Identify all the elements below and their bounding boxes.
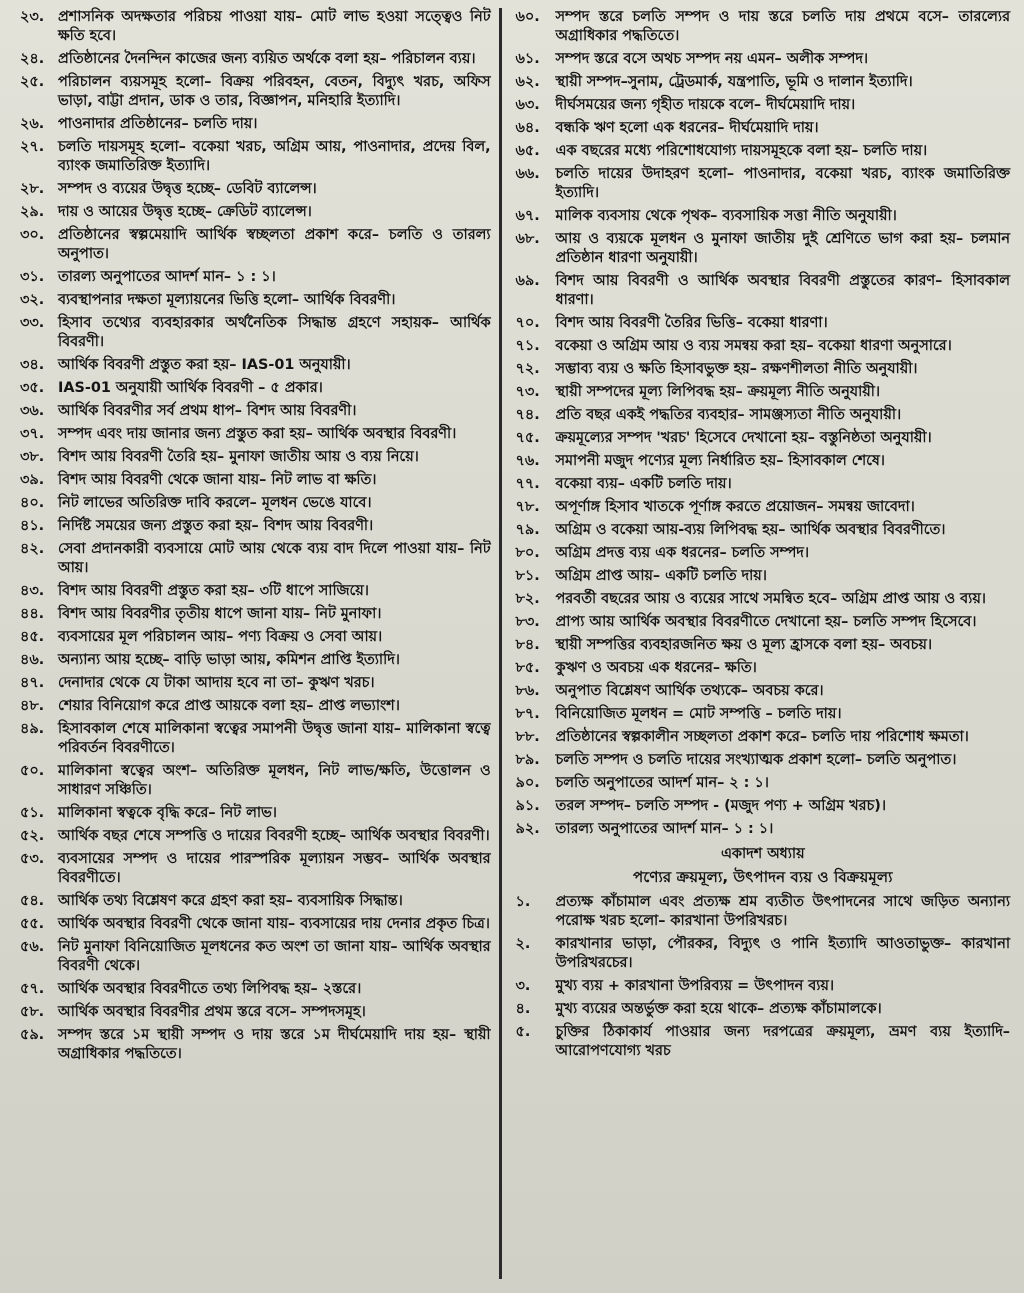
item-number: ৮০.: [515, 545, 540, 561]
item-text: হিসাব তথ্যের ব্যবহারকার অর্থনৈতিক সিদ্ধান্ত গ্রহণে সহায়ক– আর্থিক বিবরণী।: [58, 315, 491, 350]
item-number: ৭৯.: [515, 522, 540, 538]
item-text: অন্যান্য আয় হচ্ছে– বাড়ি ভাড়া আয়, কমিশন প্রাপ্তি ইত্যাদি।: [58, 652, 400, 668]
item-text: সম্পদ ও ব্যয়ের উদ্বৃত্ত হচ্ছে– ডেবিট ব্যালেন্স।: [58, 181, 317, 197]
list-item: [516, 360, 1010, 379]
list-item: [20, 448, 491, 467]
item-text: আর্থিক অবস্থার বিবরণী থেকে জানা যায়– ব্যবসায়ের দায় দেনার প্রকৃত চিত্র।: [58, 916, 490, 932]
list-item: [20, 8, 491, 46]
list-item: [20, 651, 491, 670]
item-number: ৬৩.: [515, 97, 540, 113]
item-text: দেনাদার থেকে যে টাকা আদায় হবে না তা– কুঋণ খরচ।: [58, 675, 375, 691]
item-number: ৩১.: [20, 269, 45, 285]
list-item: [516, 820, 1010, 839]
list-item: [20, 582, 491, 601]
item-text: প্রশাসনিক অদক্ষতার পরিচয় পাওয়া যায়– মোট লাভ হওয়া সত্ত্বেও নিট ক্ষতি হবে।: [58, 9, 491, 44]
item-number: ২৭.: [20, 139, 45, 155]
item-number: ৪১.: [20, 518, 45, 534]
item-text: বিশদ আয় বিবরণী তৈরির ভিত্তি– বকেয়া ধারণা।: [555, 315, 828, 331]
item-number: ৯২.: [515, 821, 540, 837]
list-item: [20, 494, 491, 513]
item-text: অগ্রিম ও বকেয়া আয়-ব্যয় লিপিবদ্ধ হয়– আর্থিক অবস্থার বিবরণীতে।: [555, 522, 946, 538]
item-number: ৪২.: [20, 541, 45, 557]
list-item: [516, 774, 1010, 793]
item-text: আর্থিক বিবরণী প্রস্তুত করা হয়– IAS-01 অনুযায়ী।: [58, 357, 351, 373]
item-text: নিট মুনাফা বিনিয়োজিত মূলধনের কত অংশ তা জানা যায়– আর্থিক অবস্থার বিবরণী থেকে।: [58, 939, 491, 974]
item-text: নিট লাভের অতিরিক্ত দাবি করলে– মূলধন ভেঙে যাবে।: [58, 495, 372, 511]
item-number: ৪৪.: [20, 606, 45, 622]
item-text: প্রতিষ্ঠানের স্বল্পকালীন সচ্ছলতা প্রকাশ করে– চলতি দায় পরিশোধ ক্ষমতা।: [555, 729, 969, 745]
item-text: কারখানার ভাড়া, পৌরকর, বিদ্যুৎ ও পানি ইত্যাদি আওতাভুক্ত– কারখানা উপরিখরচের।: [555, 936, 1010, 971]
list-item: [20, 268, 491, 287]
item-text: পরবর্তী বছরের আয় ও ব্যয়ের সাথে সমন্বিত হবে– অগ্রিম প্রাপ্ত আয় ও ব্যয়।: [555, 591, 986, 607]
item-text: আর্থিক বিবরণীর সর্ব প্রথম ধাপ– বিশদ আয় বিবরণী।: [58, 403, 357, 419]
item-text: তারল্য অনুপাতের আদর্শ মান– ১ : ১।: [555, 821, 774, 837]
list-item: [516, 337, 1010, 356]
item-text: সম্পদ স্তরে ১ম স্থায়ী সম্পদ ও দায় স্তরে ১ম দীর্ঘমেয়াদি দায় হয়– স্থায়ী অগ্রাধিকার পদ্ধতিতে।: [58, 1027, 491, 1062]
item-text: প্রতি বছর একই পদ্ধতির ব্যবহার– সামঞ্জস্যতা নীতি অনুযায়ী।: [555, 407, 902, 423]
item-number: ৭৮.: [515, 499, 540, 515]
item-number: ৮২.: [515, 591, 540, 607]
list-item: [516, 935, 1010, 973]
item-number: ৫২.: [20, 828, 45, 844]
item-number: ১.: [515, 894, 531, 910]
list-item: [20, 356, 491, 375]
item-text: চলতি অনুপাতের আদর্শ মান– ২ : ১।: [555, 775, 769, 791]
item-number: ৭২.: [515, 361, 540, 377]
item-text: সম্পদ এবং দায় জানার জন্য প্রস্তুত করা হয়– আর্থিক অবস্থার বিবরণী।: [58, 426, 457, 442]
item-text: ক্রয়মূল্যের সম্পদ 'খরচ' হিসেবে দেখানো হয়– বস্তুনিষ্ঠতা অনুযায়ী।: [555, 430, 932, 446]
list-item: [20, 892, 491, 911]
list-item: [516, 613, 1010, 632]
item-number: ৫৫.: [20, 916, 45, 932]
item-number: ৩৫.: [20, 380, 45, 396]
list-item: [20, 720, 491, 758]
item-text: বকেয়া ও অগ্রিম আয় ও ব্যয় সমন্বয় করা হয়– বকেয়া ধারণা অনুসারে।: [555, 338, 952, 354]
list-item: [516, 544, 1010, 563]
item-text: ব্যবসায়ের মূল পরিচালন আয়– পণ্য বিক্রয় ও সেবা আয়।: [58, 629, 383, 645]
list-item: [516, 636, 1010, 655]
item-text: নির্দিষ্ট সময়ের জন্য প্রস্তুত করা হয়– বিশদ আয় বিবরণী।: [58, 518, 374, 534]
list-item: [516, 452, 1010, 471]
list-item: [20, 115, 491, 134]
item-number: ২৯.: [20, 204, 45, 220]
chapter-subtitle: পণ্যের ক্রয়মূল্য, উৎপাদন ব্যয় ও বিক্রয়মূল্য: [632, 868, 893, 886]
list-item: [20, 697, 491, 716]
list-item: [516, 751, 1010, 770]
list-item: [20, 762, 491, 800]
list-item: [20, 540, 491, 578]
list-item: [516, 567, 1010, 586]
list-item: [516, 705, 1010, 724]
list-item: [20, 138, 491, 176]
item-number: ৩৮.: [20, 449, 45, 465]
item-text: অনুপাত বিশ্লেষণ আর্থিক তথ্যকে– অবচয় করে।: [555, 683, 824, 699]
item-number: ৩২.: [20, 292, 45, 308]
item-text: মালিক ব্যবসায় থেকে পৃথক– ব্যবসায়িক সত্তা নীতি অনুযায়ী।: [555, 208, 897, 224]
item-number: ৬৫.: [515, 143, 540, 159]
list-item: [20, 180, 491, 199]
item-number: ৫০.: [20, 763, 45, 779]
item-number: ৭৭.: [515, 476, 540, 492]
list-item: [516, 521, 1010, 540]
item-number: ৮৪.: [515, 637, 540, 653]
item-text: প্রাপ্য আয় আর্থিক অবস্থার বিবরণীতে দেখানো হয়– চলতি সম্পদ হিসেবে।: [555, 614, 977, 630]
list-item: [20, 827, 491, 846]
chapter-title: একাদশ অধ্যায়: [720, 846, 805, 862]
item-text: সমাপনী মজুদ পণ্যের মূল্য নির্ধারিত হয়– হিসাবকাল শেষে।: [555, 453, 885, 469]
item-text: এক বছরের মধ্যে পরিশোধযোগ্য দায়সমূহকে বলা হয়– চলতি দায়।: [555, 143, 928, 159]
item-text: বিনিয়োজিত মূলধন = মোট সম্পত্তি – চলতি দায়।: [555, 706, 842, 722]
list-item: [516, 977, 1010, 996]
item-number: ৫৯.: [20, 1027, 45, 1043]
item-text: সম্পদ স্তরে বসে অথচ সম্পদ নয় এমন– অলীক সম্পদ।: [555, 51, 869, 67]
item-number: ৬২.: [515, 74, 540, 90]
item-number: ২৮.: [20, 181, 45, 197]
item-text: শেয়ার বিনিয়োগ করে প্রাপ্ত আয়কে বলা হয়– প্রাপ্ত লভ্যাংশ।: [58, 698, 400, 714]
list-item: [20, 628, 491, 647]
list-item: [516, 728, 1010, 747]
item-text: প্রতিষ্ঠানের দৈনন্দিন কাজের জন্য ব্যয়িত অর্থকে বলা হয়– পরিচালন ব্যয়।: [58, 51, 476, 67]
item-number: ৩৬.: [20, 403, 45, 419]
item-text: বিশদ আয় বিবরণী ও আর্থিক অবস্থার বিবরণী প্রস্তুতের কারণ– হিসাবকাল ধারণা।: [555, 273, 1010, 308]
item-number: ৫৩.: [20, 851, 45, 867]
list-item: [516, 406, 1010, 425]
item-number: ৮১.: [515, 568, 540, 584]
list-item: [516, 429, 1010, 448]
item-text: আয় ও ব্যয়কে মূলধন ও মুনাফা জাতীয় দুই শ্রেণিতে ভাগ করা হয়– চলমান প্রতিষ্ঠান ধারণা অনুযায়ী।: [555, 231, 1010, 266]
item-text: ব্যবসায়ের সম্পদ ও দায়ের পারস্পরিক মূল্যায়ন সম্ভব– আর্থিক অবস্থার বিবরণীতে।: [58, 851, 491, 886]
item-text: বিশদ আয় বিবরণী তৈরি হয়– মুনাফা জাতীয় আয় ও ব্যয় নিয়ে।: [58, 449, 419, 465]
list-item: [20, 425, 491, 444]
item-number: ৩৭.: [20, 426, 45, 442]
list-item: [20, 850, 491, 888]
item-number: ৭৬.: [515, 453, 540, 469]
list-item: [516, 119, 1010, 138]
list-item: [20, 50, 491, 69]
item-number: ২.: [515, 936, 531, 952]
item-number: ৬৭.: [515, 208, 540, 224]
list-item: [516, 590, 1010, 609]
list-item: [20, 517, 491, 536]
item-number: ৫৭.: [20, 981, 45, 997]
item-number: ২৫.: [20, 74, 45, 90]
item-number: ৫৪.: [20, 893, 45, 909]
item-text: সেবা প্রদানকারী ব্যবসায়ে মোট আয় থেকে ব্যয় বাদ দিলে পাওয়া যায়– নিট আয়।: [58, 541, 491, 576]
item-number: ৬৯.: [515, 273, 540, 289]
item-text: হিসাবকাল শেষে মালিকানা স্বত্বের সমাপনী উদ্বৃত্ত জানা যায়– মালিকানা স্বত্বে পরিবর্তন বিবরণীতে।: [58, 721, 491, 756]
item-text: অগ্রিম প্রাপ্ত আয়– একটি চলতি দায়।: [555, 568, 767, 584]
list-item: [20, 1003, 491, 1022]
item-number: ৩৯.: [20, 472, 45, 488]
item-number: ৫.: [515, 1024, 531, 1040]
list-item: [20, 938, 491, 976]
item-text: বকেয়া ব্যয়– একটি চলতি দায়।: [555, 476, 732, 492]
right-column: [502, 8, 1010, 1293]
item-text: মুখ্য ব্যয়ের অন্তর্ভুক্ত করা হয়ে থাকে– প্রত্যক্ষ কাঁচামালকে।: [555, 1001, 882, 1017]
item-number: ২৩.: [20, 9, 45, 25]
item-text: প্রত্যক্ষ কাঁচামাল এবং প্রত্যক্ষ শ্রম ব্যতীত উৎপাদনের সাথে জড়িত অন্যান্য পরোক্ষ খরচ হলো– কারখানা উপরিখরচ।: [555, 894, 1010, 929]
item-number: ৩৪.: [20, 357, 45, 373]
item-text: আর্থিক তথ্য বিশ্লেষণ করে গ্রহণ করা হয়– ব্যবসায়িক সিদ্ধান্ত।: [58, 893, 403, 909]
item-text: আর্থিক বছর শেষে সম্পত্তি ও দায়ের বিবরণী হচ্ছে– আর্থিক অবস্থার বিবরণী।: [58, 828, 490, 844]
item-number: ৫৬.: [20, 939, 45, 955]
item-text: বিশদ আয় বিবরণী থেকে জানা যায়– নিট লাভ বা ক্ষতি।: [58, 472, 377, 488]
list-item: [516, 272, 1010, 310]
item-text: IAS-01 অনুযায়ী আর্থিক বিবরণী – ৫ প্রকার।: [58, 380, 323, 396]
item-number: ৮৫.: [515, 660, 540, 676]
item-number: ৫১.: [20, 805, 45, 821]
list-item: [516, 142, 1010, 161]
item-number: ৪৩.: [20, 583, 45, 599]
item-text: অগ্রিম প্রদত্ত ব্যয় এক ধরনের– চলতি সম্পদ।: [555, 545, 809, 561]
list-item: [516, 207, 1010, 226]
item-text: স্থায়ী সম্পদ–সুনাম, ট্রেডমার্ক, যন্ত্রপাতি, ভূমি ও দালান ইত্যাদি।: [555, 74, 913, 90]
item-text: সম্ভাব্য ব্যয় ও ক্ষতি হিসাবভুক্ত হয়– রক্ষণশীলতা নীতি অনুযায়ী।: [555, 361, 918, 377]
item-number: ৩৩.: [20, 315, 45, 331]
item-number: ৬৮.: [515, 231, 540, 247]
item-text: অপূর্ণাঙ্গ হিসাব খাতকে পূর্ণাঙ্গ করতে প্রয়োজন– সমন্বয় জাবেদা।: [555, 499, 915, 515]
list-item: [20, 291, 491, 310]
item-number: ৪৬.: [20, 652, 45, 668]
list-item: [20, 73, 491, 111]
item-number: ৪৭.: [20, 675, 45, 691]
item-text: বিশদ আয় বিবরণীর তৃতীয় ধাপে জানা যায়– নিট মুনাফা।: [58, 606, 382, 622]
list-item: [516, 659, 1010, 678]
list-item: [20, 226, 491, 264]
list-item: [20, 915, 491, 934]
left-column: [20, 8, 499, 1293]
item-text: চলতি দায়সমূহ হলো– বকেয়া খরচ, অগ্রিম আয়, পাওনাদার, প্রদেয় বিল, ব্যাংক জমাতিরিক্ত ইত্যাদি।: [58, 139, 491, 174]
list-item: [516, 165, 1010, 203]
list-item: [516, 383, 1010, 402]
item-text: দায় ও আয়ের উদ্বৃত্ত হচ্ছে– ক্রেডিট ব্যালেন্স।: [58, 204, 312, 220]
item-text: বিশদ আয় বিবরণী প্রস্তুত করা হয়– ৩টি ধাপে সাজিয়ে।: [58, 583, 369, 599]
list-item: [516, 314, 1010, 333]
item-number: ৬০.: [515, 9, 540, 25]
item-text: দীর্ঘসময়ের জন্য গৃহীত দায়কে বলে– দীর্ঘমেয়াদি দায়।: [555, 97, 856, 113]
list-item: [516, 1000, 1010, 1019]
item-number: ৭৩.: [515, 384, 540, 400]
list-item: [516, 1023, 1010, 1061]
item-text: আর্থিক অবস্থার বিবরণীর প্রথম স্তরে বসে– সম্পদসমূহ।: [58, 1004, 366, 1020]
item-text: মুখ্য ব্যয় + কারখানা উপরিব্যয় = উৎপাদন ব্যয়।: [555, 978, 835, 994]
list-item: [20, 605, 491, 624]
item-text: ব্যবস্থাপনার দক্ষতা মূল্যায়নের ভিত্তি হলো– আর্থিক বিবরণী।: [58, 292, 396, 308]
item-text: চলতি সম্পদ ও চলতি দায়ের সংখ্যাত্মক প্রকাশ হলো– চলতি অনুপাত।: [555, 752, 957, 768]
item-number: ৭১.: [515, 338, 540, 354]
list-item: [516, 893, 1010, 931]
list-item: [516, 96, 1010, 115]
item-text: পরিচালন ব্যয়সমূহ হলো– বিক্রয় পরিবহন, বেতন, বিদ্যুৎ খরচ, অফিস ভাড়া, বাট্টা প্রদান, ডাক ও তার, বিজ্ঞাপন, মনিহারি ইত্যাদি।: [58, 74, 491, 109]
list-item: [20, 379, 491, 398]
item-number: ৬১.: [515, 51, 540, 67]
item-number: ৮৩.: [515, 614, 540, 630]
item-number: ৫৮.: [20, 1004, 45, 1020]
item-number: ৮৬.: [515, 683, 540, 699]
item-number: ৮৮.: [515, 729, 540, 745]
item-text: স্থায়ী সম্পত্তির ব্যবহারজনিত ক্ষয় ও মূল্য হ্রাসকে বলা হয়– অবচয়।: [555, 637, 933, 653]
item-number: ৭০.: [515, 315, 540, 331]
item-number: ৬৬.: [515, 166, 540, 182]
item-text: মালিকানা স্বত্বের অংশ– অতিরিক্ত মূলধন, নিট লাভ/ক্ষতি, উত্তোলন ও সাধারণ সঞ্চিতি।: [58, 763, 491, 798]
item-number: ৯০.: [515, 775, 540, 791]
item-number: ৮৯.: [515, 752, 540, 768]
list-item: [20, 1026, 491, 1064]
item-number: ২৬.: [20, 116, 45, 132]
list-item: [516, 682, 1010, 701]
item-number: ৪৯.: [20, 721, 45, 737]
list-item: [20, 203, 491, 222]
item-number: ৪.: [515, 1001, 531, 1017]
item-text: মালিকানা স্বত্বকে বৃদ্ধি করে– নিট লাভ।: [58, 805, 277, 821]
item-text: চুক্তির ঠিকাকার্য পাওয়ার জন্য দরপত্রের ক্রয়মূল্য, ভ্রমণ ব্যয় ইত্যাদি– আরোপণযোগ্য খরচ: [555, 1024, 1010, 1059]
list-item: [516, 73, 1010, 92]
item-text: তারল্য অনুপাতের আদর্শ মান– ১ : ১।: [58, 269, 276, 285]
list-item: [516, 50, 1010, 69]
item-text: তরল সম্পদ– চলতি সম্পদ - (মজুদ পণ্য + অগ্রিম খরচ)।: [555, 798, 887, 814]
item-number: ৮৭.: [515, 706, 540, 722]
item-number: ৯১.: [515, 798, 540, 814]
list-item: [20, 804, 491, 823]
item-text: পাওনাদার প্রতিষ্ঠানের– চলতি দায়।: [58, 116, 258, 132]
item-number: ৩.: [515, 978, 531, 994]
item-text: স্থায়ী সম্পদের মূল্য লিপিবদ্ধ হয়– ক্রয়মূল্য নীতি অনুযায়ী।: [555, 384, 881, 400]
list-item: [516, 475, 1010, 494]
list-item: [20, 314, 491, 352]
list-item: [516, 230, 1010, 268]
item-number: ২৪.: [20, 51, 45, 67]
item-number: ৩০.: [20, 227, 45, 243]
list-item: [516, 8, 1010, 46]
item-text: সম্পদ স্তরে চলতি সম্পদ ও দায় স্তরে চলতি দায় প্রথমে বসে– তারল্যের অগ্রাধিকার পদ্ধতিতে।: [555, 9, 1010, 44]
item-number: ৬৪.: [515, 120, 540, 136]
list-item: [516, 797, 1010, 816]
item-text: বন্ধকি ঋণ হলো এক ধরনের– দীর্ঘমেয়াদি দায়।: [555, 120, 819, 136]
item-text: প্রতিষ্ঠানের স্বল্পমেয়াদি আর্থিক স্বচ্ছলতা প্রকাশ করে– চলতি ও তারল্য অনুপাত।: [58, 227, 491, 262]
item-number: ৭৫.: [515, 430, 540, 446]
list-item: [516, 498, 1010, 517]
item-text: আর্থিক অবস্থার বিবরণীতে তথ্য লিপিবদ্ধ হয়– ২স্তরে।: [58, 981, 362, 997]
item-text: চলতি দায়ের উদাহরণ হলো– পাওনাদার, বকেয়া খরচ, ব্যাংক জমাতিরিক্ত ইত্যাদি।: [555, 166, 1010, 201]
item-number: ৪৫.: [20, 629, 45, 645]
item-number: ৭৪.: [515, 407, 540, 423]
list-item: [20, 402, 491, 421]
list-item: [20, 674, 491, 693]
item-text: কুঋণ ও অবচয় এক ধরনের– ক্ষতি।: [555, 660, 757, 676]
list-item: [20, 471, 491, 490]
item-number: ৪০.: [20, 495, 45, 511]
list-item: [20, 980, 491, 999]
item-number: ৪৮.: [20, 698, 45, 714]
